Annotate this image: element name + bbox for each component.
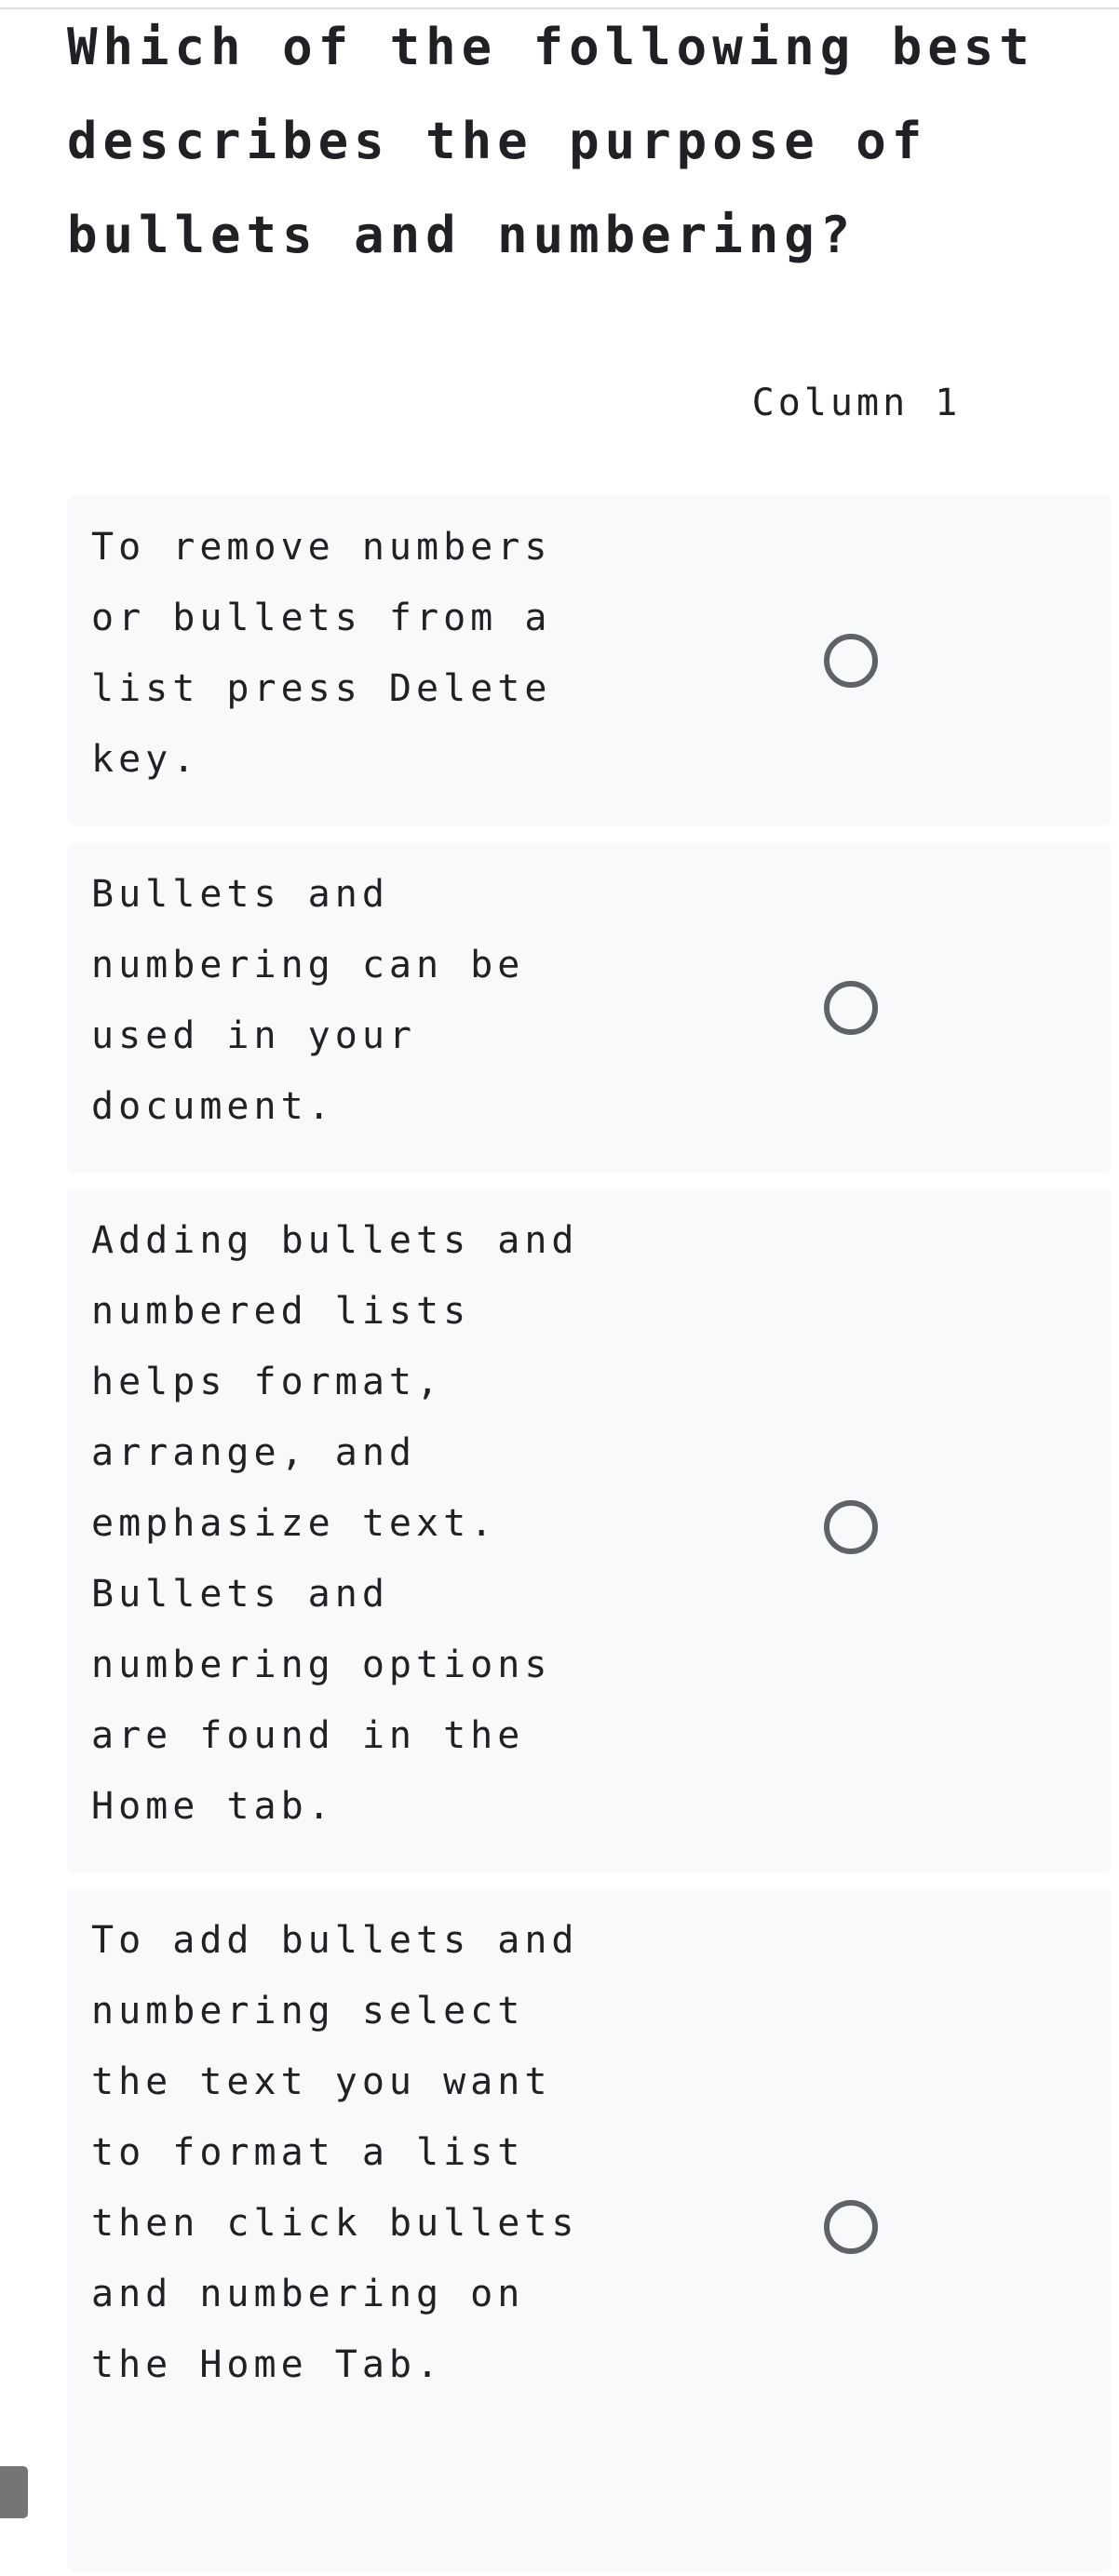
grid-row-4[interactable] [67,1888,1112,2572]
radio-button-row-3-column-1[interactable] [824,1500,878,1554]
grid-row-3[interactable] [67,1188,1112,1873]
column-header: Column 1 [751,382,962,424]
grid-row-2[interactable] [67,842,1112,1174]
radio-button-row-1-column-1[interactable] [824,634,878,688]
grid-row-label: To remove numbers or bullets from a list press Delete key. [91,526,552,781]
side-panel-handle[interactable] [0,2466,28,2518]
radio-button-row-4-column-1[interactable] [824,2200,878,2254]
radio-button-row-2-column-1[interactable] [824,981,878,1035]
grid-row-label: To add bullets and numbering select the text you want to format a list then click bullets and numbering on the Home Tab. [91,1919,579,2386]
grid-row-1[interactable] [67,495,1112,826]
grid-row-label: Bullets and numbering can be used in your document. [91,873,525,1128]
question-title: Which of the following best describes the purpose of bullets and numbering? [67,18,1035,264]
grid-row-label: Adding bullets and numbered lists helps format, arrange, and emphasize text. Bullets and numbering options are found in the Home tab. [91,1219,579,1828]
